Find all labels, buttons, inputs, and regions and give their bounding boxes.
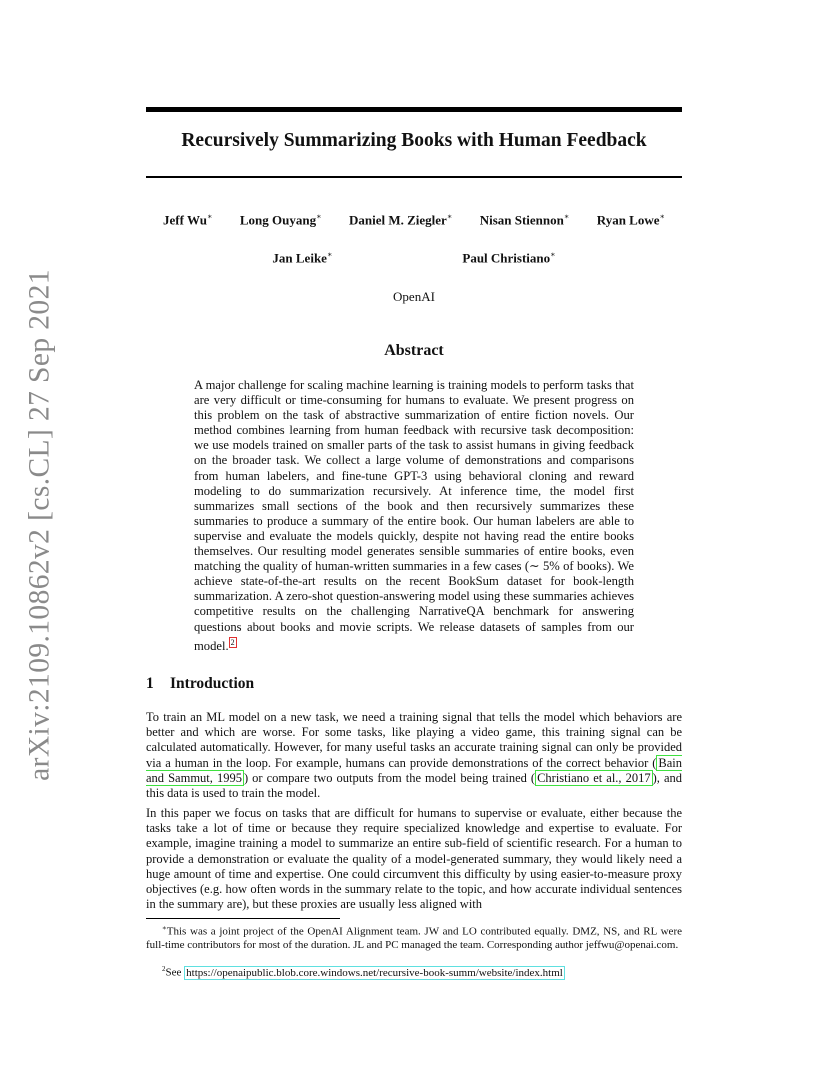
- author: Ryan Lowe∗: [596, 212, 665, 228]
- author: Long Ouyang∗: [239, 212, 322, 228]
- author: Daniel M. Ziegler∗: [348, 212, 453, 228]
- abstract-text: A major challenge for scaling machine learning is training models to perform tasks that are very difficult or time-consuming for humans to evaluate. We present progress on this problem on the task of abstractive summarization of entire fiction novels. Our method combines learning from human feedback with recursive task decomposition: we use models trained on smaller parts of the task to assist humans in giving feedback on the broader task. We collect a large volume of demonstrations and comparisons from human labelers, and fine-tune GPT-3 using behavioral cloning and reward modeling to do summarization recursively. At inference time, the model first summarizes small sections of the book and then recursively summarizes these summaries to produce a summary of the entire book. Our human labelers are able to supervise and evaluate the models quickly, despite not having read the entire books themselves. Our resulting model generates sensible summaries of entire books, even matching the quality of human-written summaries in a few cases (∼ 5% of books). We achieve state-of-the-art results on the recent BookSum dataset for book-length summarization. A zero-shot question-answering model using these summaries achieves competitive results on the challenging NarrativeQA benchmark for answering questions about books and movie scripts. We release datasets of samples from our model. $^2$: [194, 378, 634, 653]
- section-title: Introduction: [170, 675, 255, 692]
- title-bottom-rule: [146, 176, 682, 178]
- citation-link[interactable]: Bain and Sammut, 1995: [146, 755, 682, 785]
- citation-link[interactable]: Christiano et al., 2017: [537, 770, 651, 785]
- footnote-url-link[interactable]: https://openaipublic.blob.core.windows.net/recursive-book-summ/website/index.html: [186, 966, 563, 979]
- author: Nisan Stiennon∗: [479, 212, 570, 228]
- affiliation: OpenAI: [393, 289, 435, 304]
- footnote-rule: [146, 918, 340, 919]
- footnote-link[interactable]: 2: [230, 637, 235, 647]
- arxiv-identifier: arXiv:2109.10862v2 [cs.CL] 27 Sep 2021: [23, 269, 56, 781]
- section-heading: [146, 675, 254, 693]
- authors-row-2: [146, 250, 682, 266]
- author: Jan Leike∗: [272, 250, 333, 266]
- footnote-1: ∗This was a joint project of the OpenAI Alignment team. JW and LO contributed equally. DMZ, NS, and RL were full-time contributors for most of the duration. JL and PC managed the team. Corresponding author jeffwu@openai.com.: [146, 924, 682, 952]
- intro-paragraph-2: In this paper we focus on tasks that are difficult for humans to supervise or evaluate, either because the tasks take a lot of time or because they require specialized knowledge and expertise to evaluate. For example, imagine training a model to summarize an entire sub-field of scientific research. For a human to provide a demonstration or evaluate the quality of a model-generated summary, they would likely need a huge amount of time and expertise. One could circumvent this difficulty by using easier-to-measure proxy objectives (e.g. how often words in the summary relate to the topic, and how accurate individual sentences in the summary are), but these proxies are usually less aligned with: [146, 806, 682, 912]
- paper-title: Recursively Summarizing Books with Human Feedback: [181, 130, 647, 151]
- authors-row-1: [146, 212, 682, 228]
- section-number: 1: [146, 675, 154, 692]
- author: Jeff Wu∗: [163, 212, 213, 228]
- footnote-2: $^2$See https://openaipublic.blob.core.windows.net/recursive-book-summ/website/index.html: [162, 965, 563, 979]
- abstract-heading: Abstract: [384, 342, 444, 359]
- title-top-rule: [146, 107, 682, 112]
- intro-paragraph-1: To train an ML model on a new task, we need a training signal that tells the model which behaviors are better and which are worse. For some tasks, like playing a video game, this training signal can be calculated automatically. However, for many useful tasks an accurate training signal can only be provided via a human in the loop. For example, humans can provide demonstrations of the correct behavior ( Bain and Sammut, 1995 ) or compare two outputs from the model being trained ( Christiano et al., 2017 ), and this data is used to train the model.: [146, 710, 682, 801]
- author: Paul Christiano∗: [462, 250, 556, 266]
